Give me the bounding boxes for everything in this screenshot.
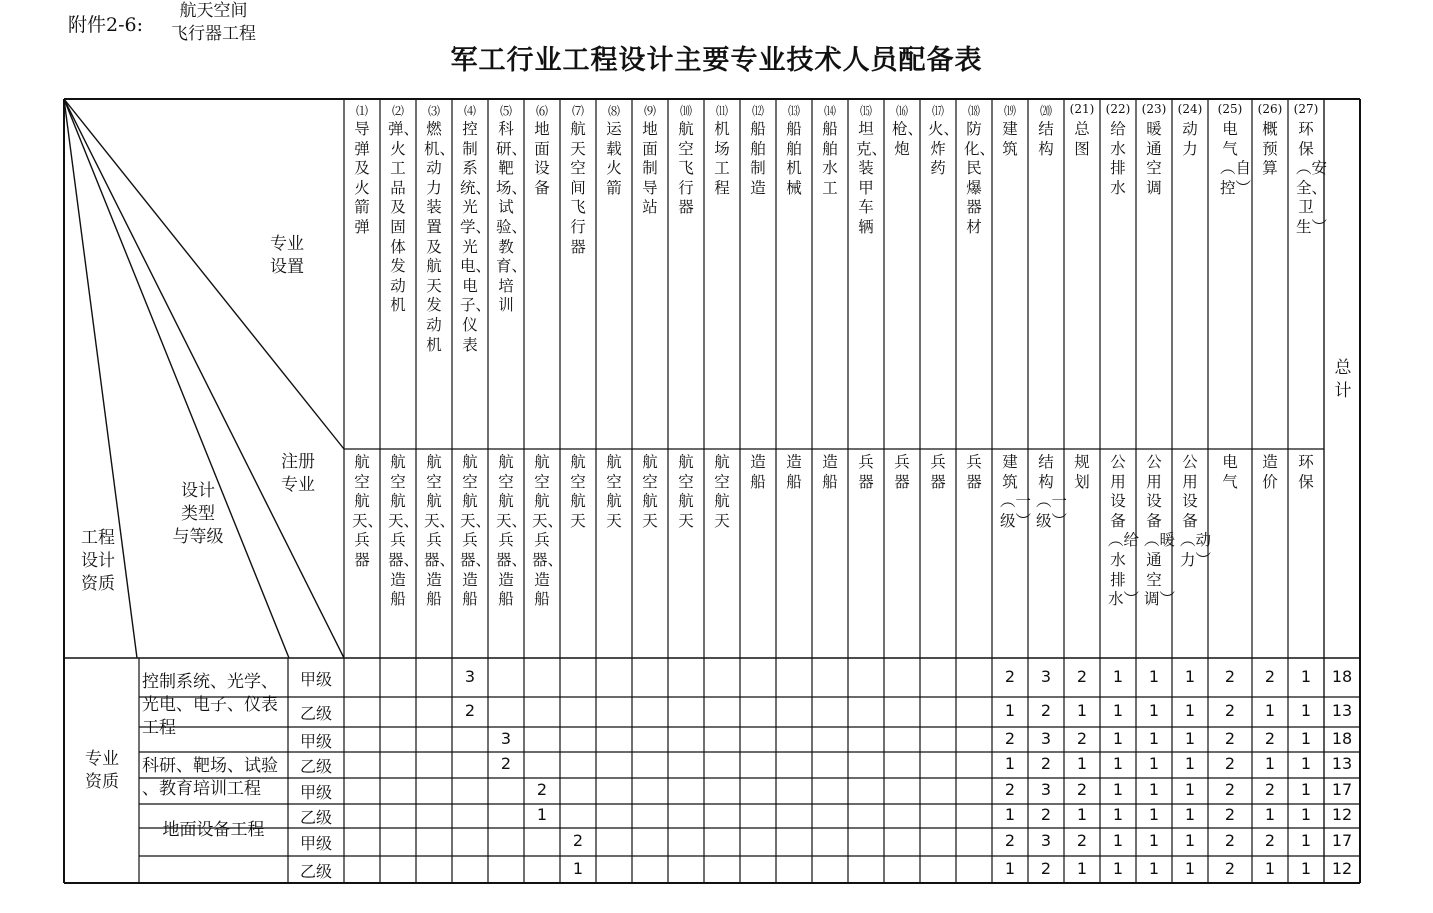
column-number: (22) [1105,102,1131,116]
column-number: ⒄ [931,104,944,118]
column-name: 船舶机械 [786,120,802,197]
registered-major: 航空航天、兵器、造船 [460,453,492,609]
column-number: ⒇ [1039,104,1052,118]
table-cell: 1 [1148,666,1160,686]
table-cell: 1 [1112,701,1124,720]
grade-label: 乙级 [299,757,332,776]
table-cell: 2 [500,754,512,773]
table-cell: 2 [1076,831,1088,850]
professional-qualification-label: 专业 资质 [85,749,119,792]
column-number: (26) [1257,102,1283,116]
table-cell: 1 [1184,754,1196,773]
table-cell: 2 [464,701,476,720]
column-name: 火、炸药 [928,120,960,178]
column-number: ⑹ [535,104,548,118]
grade-label: 乙级 [299,808,332,827]
table-cell: 1 [1300,780,1312,799]
registered-major: 造船 [750,453,766,491]
column-name: 环保︵安全、卫生︶ [1296,120,1328,236]
table-cell: 2 [1040,754,1052,773]
registered-major: 兵器 [894,453,910,491]
column-name: 给水排水 [1110,120,1126,197]
column-name: 船舶制造 [750,120,766,197]
registered-major-label: 注册 专业 [281,452,315,495]
table-cell: 1 [1076,805,1088,824]
table-cell: 1 [572,858,584,878]
registered-major: 兵器 [858,453,874,491]
column-name: 控制系统、光学、光电、电子、仪表 [460,120,492,354]
registered-major: 环保 [1298,453,1314,491]
column-number: ⑵ [391,104,404,118]
page-title: 军工行业工程设计主要专业技术人员配备表 [450,45,983,76]
column-name: 弹、火工品及固体发动机 [388,120,420,315]
table-cell: 1 [1184,805,1196,824]
table-cell: 2 [1004,831,1016,850]
table-cell: 3 [1040,666,1052,686]
group-label: 控制系统、光学、 光电、电子、仪表 工程 [142,671,278,738]
column-name: 科研、靶场、试验、教育、培训 [496,120,528,315]
table-cell: 2 [1224,728,1236,748]
registered-major: 造船 [822,453,838,491]
registered-major: 航空航天 [642,453,658,530]
table-cell: 1 [1264,805,1276,824]
column-number: ⑽ [679,104,692,118]
column-name: 防化、民爆器材 [964,120,996,236]
column-number: ⑻ [607,104,620,118]
table-cell: 1 [1112,831,1124,850]
grade-label: 甲级 [299,731,332,751]
row-total: 18 [1331,666,1353,686]
table-cell: 2 [1076,666,1088,686]
table-cell: 1 [1300,858,1312,878]
column-name: 概预算 [1262,120,1278,178]
registered-major: 公用设备︵暖通空调︶ [1144,453,1176,609]
column-name: 结构 [1038,120,1054,158]
row-total: 13 [1331,754,1353,773]
table-cell: 1 [1112,858,1124,878]
registered-major: 航空航天 [570,453,586,530]
table-cell: 3 [464,666,476,686]
registered-major: 造价 [1262,453,1278,491]
table-cell: 1 [1112,728,1124,748]
column-number: ⒃ [895,104,908,118]
table-cell: 1 [1184,728,1196,748]
table-cell: 1 [1184,666,1196,686]
group-label: 航天空间 飞行器工程 [171,1,256,44]
table-cell: 2 [1224,780,1236,799]
table-cell: 1 [1264,858,1276,878]
registered-major: 公用设备︵给水排水︶ [1108,453,1140,609]
table-cell: 2 [1264,780,1276,799]
table-cell: 1 [1300,666,1312,686]
table-cell: 1 [1148,831,1160,850]
table-cell: 1 [1004,858,1016,878]
table-cell: 1 [1076,754,1088,773]
table-cell: 2 [1004,666,1016,686]
column-name: 导弹及火箭弹 [354,120,370,236]
row-total: 13 [1331,701,1353,720]
registered-major: 造船 [786,453,802,491]
registered-major: 航空航天、兵器、造船 [424,453,456,609]
table-cell: 1 [1076,701,1088,720]
column-number: ⑼ [643,104,656,118]
table-cell: 2 [1224,858,1236,878]
column-name: 动力 [1182,120,1198,158]
row-total: 17 [1331,780,1353,799]
table-cell: 2 [1040,858,1052,878]
row-total: 12 [1331,858,1353,878]
table-cell: 3 [1040,831,1052,850]
table-cell: 1 [1112,780,1124,799]
column-name: 航空飞行器 [678,120,694,217]
table-cell: 1 [1112,754,1124,773]
column-number: ⑷ [463,104,476,118]
grade-label: 乙级 [299,861,332,881]
registered-major: 航空航天、兵器、造船 [496,453,528,609]
table-cell: 1 [1112,666,1124,686]
column-number: ⒀ [787,104,800,118]
table-cell: 1 [1004,805,1016,824]
design-type-label: 设计 类型 与等级 [172,481,224,547]
column-name: 总图 [1074,120,1090,158]
grade-label: 甲级 [299,783,332,802]
group-label: 地面设备工程 [162,819,265,840]
table-cell: 1 [1184,858,1196,878]
column-name: 机场工程 [714,120,730,197]
column-number: ⒅ [967,104,980,118]
registered-major: 兵器 [966,453,982,491]
column-name: 建筑 [1002,120,1018,158]
registered-major: 结构︵一级︶ [1036,453,1068,530]
qualification-label: 工程 设计 资质 [81,528,115,594]
registered-major: 航空航天、兵器、造船 [388,453,420,609]
registered-major: 公用设备︵动力︶ [1180,453,1212,569]
grade-label: 甲级 [299,669,332,689]
table-cell: 1 [1184,831,1196,850]
table-cell: 3 [1040,780,1052,799]
table-cell: 1 [1148,805,1160,824]
table-cell: 1 [1148,858,1160,878]
column-number: ⒁ [823,104,836,118]
table-cell: 2 [536,780,548,799]
column-name: 地面制导站 [642,120,658,217]
grade-label: 乙级 [299,704,332,723]
column-number: ⑾ [715,104,728,118]
table-cell: 1 [1264,754,1276,773]
table-cell: 1 [1076,858,1088,878]
column-number: (21) [1069,102,1095,116]
table-cell: 2 [1040,805,1052,824]
table-cell: 1 [1264,701,1276,720]
table-cell: 1 [1004,754,1016,773]
registered-major: 航空航天 [714,453,730,530]
column-name: 坦克、装甲车辆 [856,120,888,236]
table-cell: 2 [1224,666,1236,686]
column-name: 船舶水工 [822,120,838,197]
column-number: ⑸ [499,104,512,118]
column-number: ⒂ [859,104,872,118]
table-cell: 2 [1264,831,1276,850]
table-cell: 3 [1040,728,1052,748]
table-cell: 2 [1004,728,1016,748]
table-cell: 1 [1148,701,1160,720]
column-number: ⑺ [571,104,584,118]
column-number: (24) [1177,102,1203,116]
table-cell: 2 [1076,780,1088,799]
column-name: 暖通空调 [1146,120,1162,197]
column-number: (27) [1293,102,1319,116]
registered-major: 电气 [1222,453,1238,491]
table-cell: 2 [572,831,584,850]
table-cell: 2 [1224,805,1236,824]
column-number: (23) [1141,102,1167,116]
column-name: 枪、炮 [892,120,924,158]
table-cell: 1 [1148,754,1160,773]
table-cell: 2 [1264,666,1276,686]
grade-label: 甲级 [299,834,332,853]
registered-major: 规划 [1074,453,1090,491]
table-cell: 1 [1148,728,1160,748]
registered-major: 航空航天 [678,453,694,530]
group-label: 科研、靶场、试验 、教育培训工程 [142,756,278,799]
registered-major: 航空航天、兵器、造船 [532,453,564,609]
table-cell: 2 [1076,728,1088,748]
registered-major: 航空航天 [606,453,622,530]
table-cell: 1 [1300,754,1312,773]
table-cell: 3 [500,728,512,748]
column-name: 运载火箭 [606,120,622,197]
total-label: 总 计 [1334,358,1352,401]
table-cell: 1 [1300,831,1312,850]
column-number: (25) [1217,102,1243,116]
table-cell: 1 [1184,780,1196,799]
registered-major: 建筑︵一级︶ [1000,453,1032,530]
table-cell: 2 [1264,728,1276,748]
column-number: ⒆ [1003,104,1016,118]
registered-major: 航空航天、兵器 [352,453,384,569]
table-cell: 1 [1300,805,1312,824]
table-cell: 1 [1300,728,1312,748]
column-name: 航天空间飞行器 [570,120,586,256]
row-total: 17 [1331,831,1353,850]
column-name: 电气︵自控︶ [1220,120,1252,197]
attachment-label: 附件2-6: [68,14,143,36]
table-cell: 1 [536,805,548,824]
table-cell: 1 [1184,701,1196,720]
table-cell: 2 [1040,701,1052,720]
table-cell: 2 [1224,754,1236,773]
registered-major: 兵器 [930,453,946,491]
column-number: ⑴ [355,104,368,118]
major-setup-label: 专业 设置 [270,234,304,277]
table-cell: 1 [1112,805,1124,824]
column-number: ⑿ [751,104,764,118]
table-cell: 1 [1004,701,1016,720]
table-cell: 2 [1224,831,1236,850]
row-total: 18 [1331,728,1353,748]
row-total: 12 [1331,805,1353,824]
column-name: 燃机、动力装置及航天发动机 [424,120,456,354]
table-cell: 2 [1004,780,1016,799]
table-cell: 1 [1300,701,1312,720]
table-cell: 1 [1148,780,1160,799]
column-name: 地面设备 [534,120,550,197]
column-number: ⑶ [427,104,440,118]
table-cell: 2 [1224,701,1236,720]
